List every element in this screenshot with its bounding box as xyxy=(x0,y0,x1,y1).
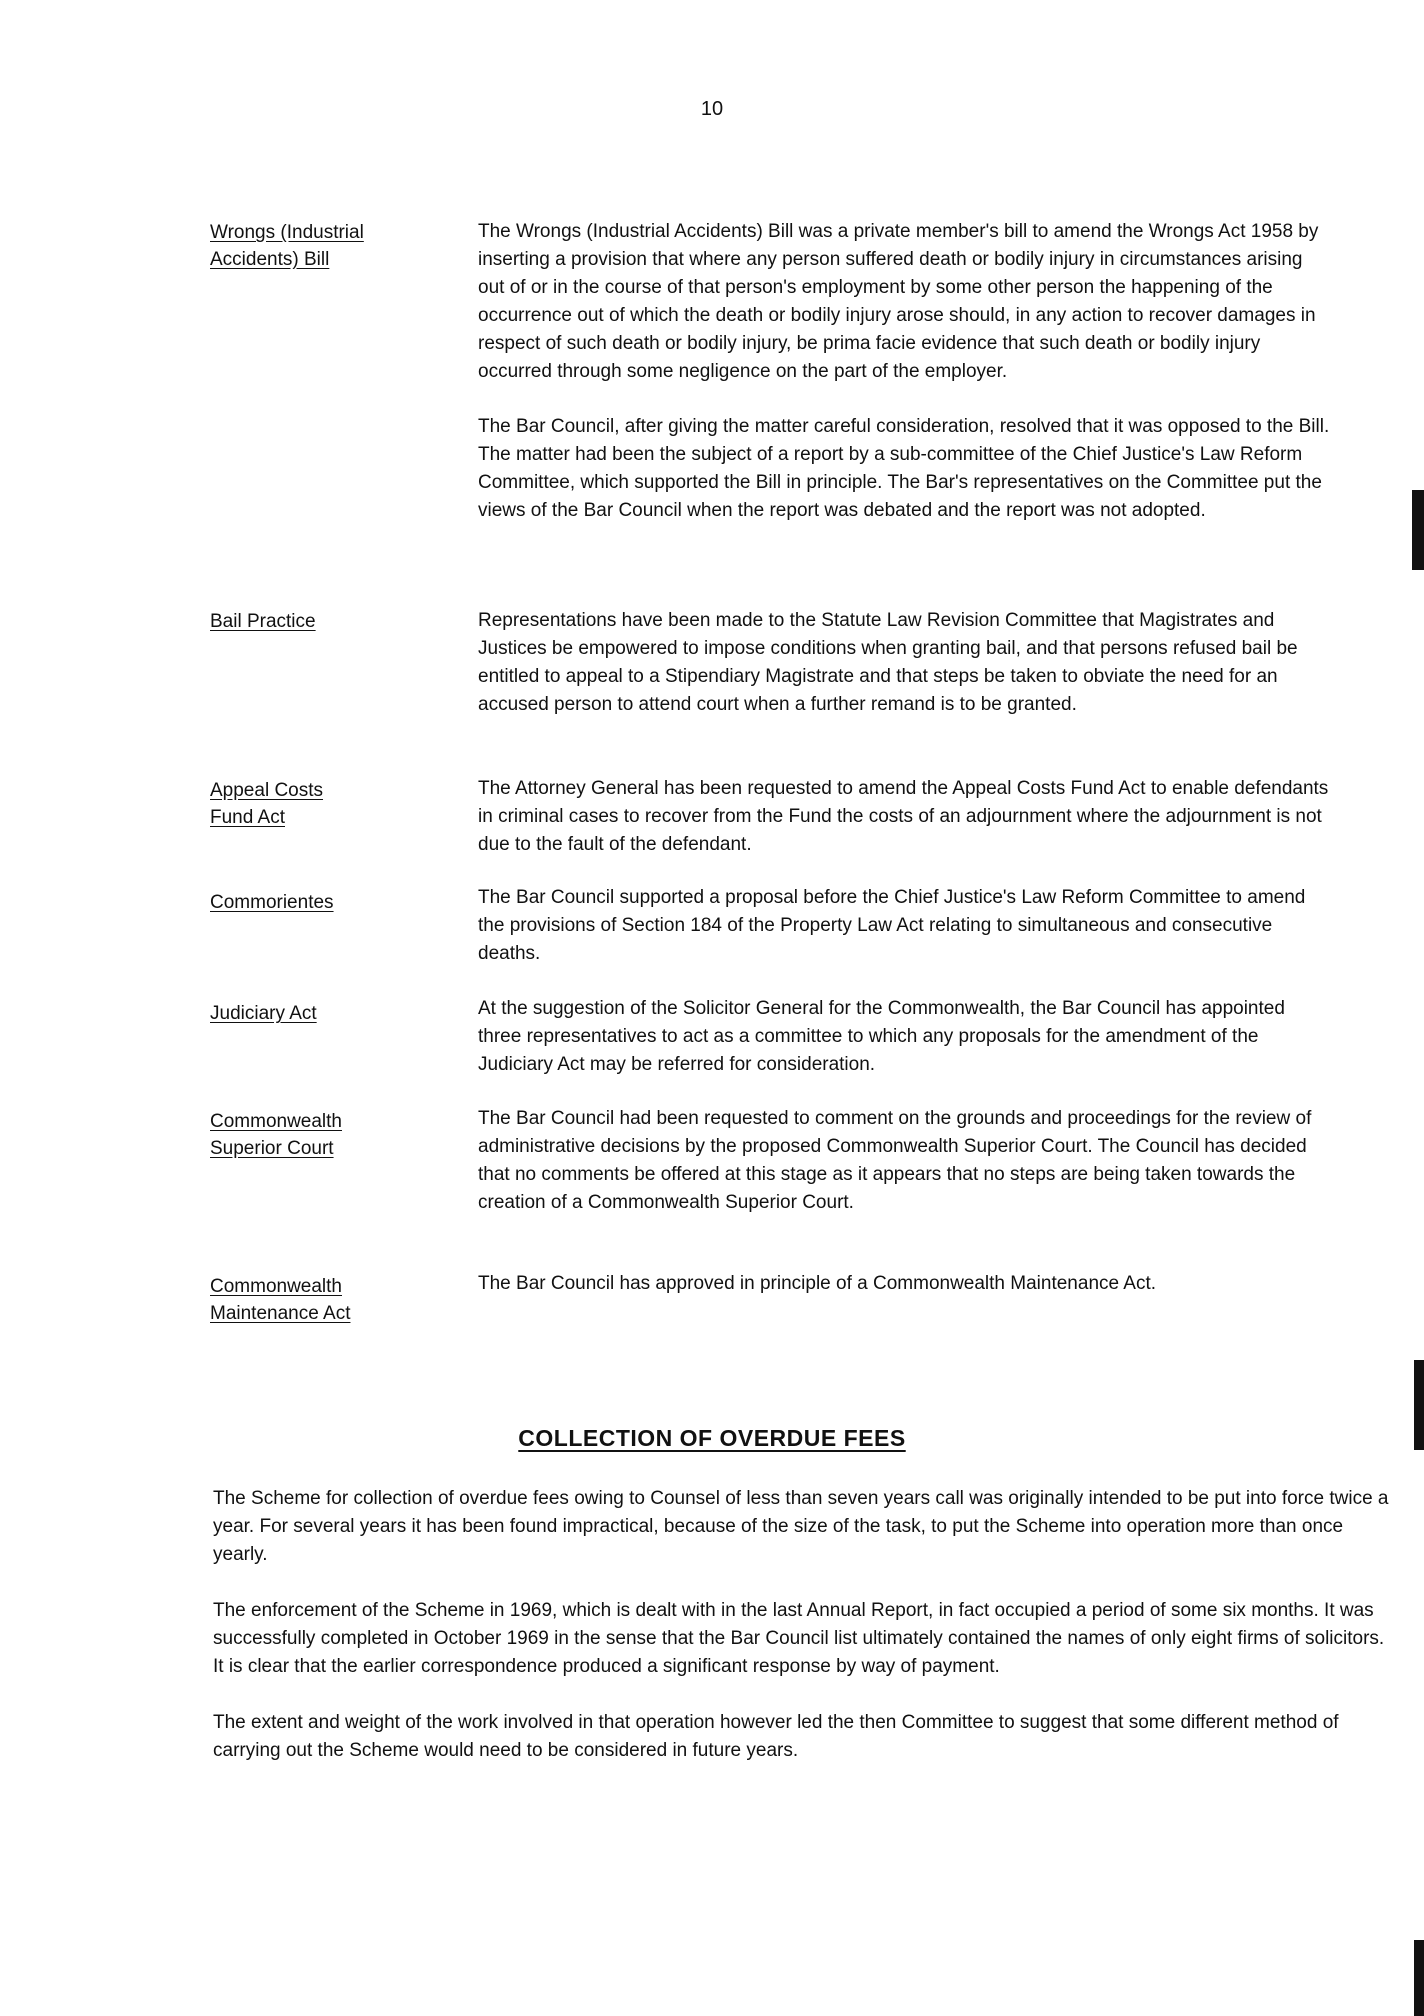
section-heading-collection: COLLECTION OF OVERDUE FEES xyxy=(518,1425,906,1451)
side-heading-line: Superior Court xyxy=(210,1138,334,1159)
side-heading xyxy=(210,1273,400,1327)
side-heading xyxy=(210,608,400,635)
scan-edge-mark xyxy=(1414,1940,1424,2016)
paragraph: The extent and weight of the work involved in that operation however led the then Committee to suggest that some different method of carrying out the Scheme would need to be considered in future years. xyxy=(213,1712,1339,1761)
section-body xyxy=(478,607,1333,746)
side-heading-line: Commonwealth xyxy=(210,1111,342,1132)
scan-edge-mark xyxy=(1414,1360,1424,1450)
side-heading xyxy=(210,1000,400,1027)
section-body xyxy=(478,995,1333,1106)
side-heading-line: Appeal Costs xyxy=(210,780,324,801)
section-body xyxy=(478,775,1333,886)
section-body xyxy=(478,1105,1333,1244)
side-heading-line: Judiciary Act xyxy=(210,1003,317,1024)
side-heading-line: Accidents) Bill xyxy=(210,249,330,270)
collection-body xyxy=(213,1485,1393,1793)
side-heading xyxy=(210,219,400,273)
side-heading xyxy=(210,889,400,916)
side-heading-line: Wrongs (Industrial xyxy=(210,222,364,243)
side-heading-line: Commonwealth xyxy=(210,1276,342,1297)
paragraph: The enforcement of the Scheme in 1969, which is dealt with in the last Annual Report, in fact occupied a period of some six months. It was successfully completed in October 1969 in the sense that the Bar Council list ultimately contained the names of only eight firms of solicitors. It is clear that the earlier correspondence produced a significant response by way of payment. xyxy=(213,1600,1385,1677)
paragraph: At the suggestion of the Solicitor General for the Commonwealth, the Bar Council has appointed three representatives to act as a committee to which any proposals for the amendment of the Judiciary Act may be referred for consideration. xyxy=(478,998,1285,1075)
side-heading-line: Commorientes xyxy=(210,892,334,913)
side-heading-line: Maintenance Act xyxy=(210,1303,351,1324)
paragraph: The Bar Council has approved in principle of a Commonwealth Maintenance Act. xyxy=(478,1273,1157,1294)
side-heading-line: Fund Act xyxy=(210,807,285,828)
paragraph: The Wrongs (Industrial Accidents) Bill was a private member's bill to amend the Wrongs Act 1958 by inserting a provision that where any person suffered death or bodily injury in circumstances arising out of or in the course of that person's employment by some other person the happening of the occurrence out of which the death or bodily injury arose should, in any action to recover damages in respect of such death or bodily injury, be prima facie evidence that such death or bodily injury occurred through some negligence on the part of the employer. xyxy=(478,221,1319,382)
section-body xyxy=(478,218,1333,552)
side-heading xyxy=(210,777,400,831)
page-number: 10 xyxy=(700,98,724,120)
paragraph: The Bar Council supported a proposal before the Chief Justice's Law Reform Committee to amend the provisions of Section 184 of the Property Law Act relating to simultaneous and consecutive deaths. xyxy=(478,887,1306,964)
section-body xyxy=(478,884,1333,995)
side-heading xyxy=(210,1108,400,1162)
paragraph: The Bar Council, after giving the matter careful consideration, resolved that it was opposed to the Bill. The matter had been the subject of a report by a sub-committee of the Chief Justice's Law Reform Committee, which supported the Bill in principle. The Bar's representatives on the Committee put the views of the Bar Council when the report was debated and the report was not adopted. xyxy=(478,416,1330,521)
section-body xyxy=(478,1270,1333,1325)
paragraph: The Attorney General has been requested to amend the Appeal Costs Fund Act to enable defendants in criminal cases to recover from the Fund the costs of an adjournment where the adjournment is not due to the fault of the defendant. xyxy=(478,778,1329,855)
paragraph: The Bar Council had been requested to comment on the grounds and proceedings for the review of administrative decisions by the proposed Commonwealth Superior Court. The Council has decided that no comments be offered at this stage as it appears that no steps are being taken towards the creation of a Commonwealth Superior Court. xyxy=(478,1108,1312,1213)
scan-edge-mark xyxy=(1412,490,1424,570)
paragraph: The Scheme for collection of overdue fees owing to Counsel of less than seven years call was originally intended to be put into force twice a year. For several years it has been found impractical, because of the size of the task, to put the Scheme into operation more than once yearly. xyxy=(213,1488,1389,1565)
side-heading-line: Bail Practice xyxy=(210,611,316,632)
paragraph: Representations have been made to the Statute Law Revision Committee that Magistrates and Justices be empowered to impose conditions when granting bail, and that persons refused bail be entitled to appeal to a Stipendiary Magistrate and that steps be taken to obviate the need for an accused person to attend court when a further remand is to be granted. xyxy=(478,610,1298,715)
